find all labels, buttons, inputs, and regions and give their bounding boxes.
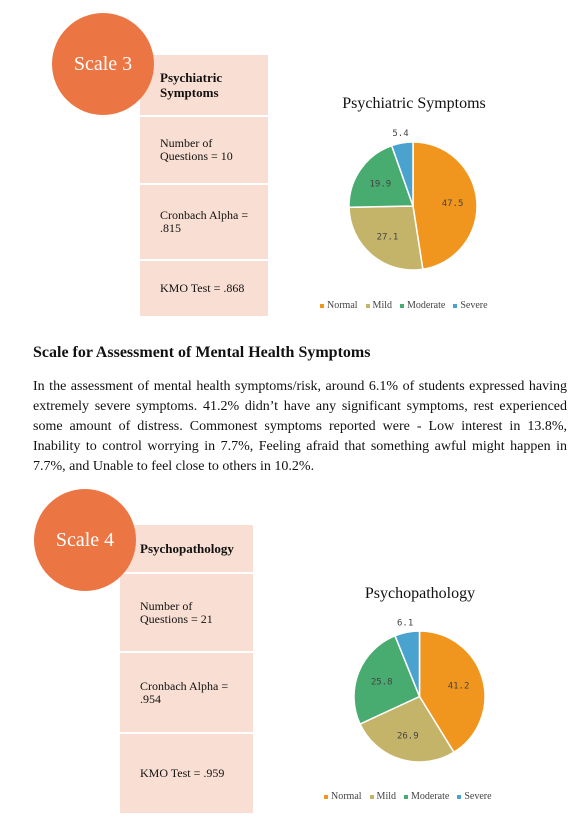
legend-swatch-mild <box>370 795 374 799</box>
chart1-title: Psychiatric Symptoms <box>342 95 486 112</box>
scale4-questions-line2: Questions = 21 <box>140 611 213 626</box>
scale3-alpha-cell <box>140 185 268 259</box>
legend-swatch-moderate <box>404 795 408 799</box>
legend-label-normal: Normal <box>331 791 362 802</box>
pie-data-label-moderate: 19.9 <box>369 179 392 190</box>
scale4-questions-line1: Number of <box>140 598 193 613</box>
legend-label-mild: Mild <box>376 791 396 802</box>
legend-swatch-moderate <box>400 304 404 308</box>
scale3-title-line1: Psychiatric <box>160 70 223 85</box>
legend-item-mild <box>366 300 392 311</box>
scale3-title-cell <box>140 55 268 115</box>
scale4-badge: Scale 4 <box>34 489 136 591</box>
legend-label-normal: Normal <box>327 300 358 311</box>
pie-data-label-normal: 41.2 <box>447 681 470 692</box>
scale4-alpha-line2: .954 <box>140 691 161 706</box>
legend-swatch-normal <box>324 795 328 799</box>
legend-item-mild <box>370 791 396 802</box>
legend-label-moderate: Moderate <box>407 300 446 311</box>
chart2-pie <box>353 618 486 763</box>
scale4-alpha-cell <box>120 653 253 732</box>
legend-swatch-mild <box>366 304 370 308</box>
scale3-questions-cell <box>140 117 268 183</box>
scale4-title-cell <box>120 525 253 572</box>
scale4-questions-cell <box>120 574 253 651</box>
legend-swatch-severe <box>457 795 461 799</box>
legend-swatch-severe <box>453 304 457 308</box>
legend-item-normal <box>320 300 358 311</box>
legend-item-severe <box>453 300 487 311</box>
legend-label-severe: Severe <box>464 791 492 802</box>
scale3-alpha-line1: Cronbach Alpha = <box>160 208 249 222</box>
legend-label-mild: Mild <box>372 300 392 311</box>
scale3-questions-line1: Number of <box>160 136 213 150</box>
pie-data-label-normal: 47.5 <box>441 198 464 209</box>
chart1-legend <box>320 300 488 311</box>
scale3-kmo: KMO Test = .868 <box>160 281 245 295</box>
scale3-kmo-cell <box>140 261 268 316</box>
legend-label-moderate: Moderate <box>411 791 450 802</box>
section-paragraph: In the assessment of mental health symptoms/risk, around 6.1% of students expressed having extremely severe symptoms. 41.2% didn’t have any significant symptoms, rest experienced some amount of distress. Commonest symptoms reported were - Low interest in 13.8%, Inability to control worrying in 7.7%, Feeling afraid that something awful might happen in 7.7%, and Unable to feel close to others in 10.2%. <box>33 379 567 474</box>
legend-item-moderate <box>404 791 449 802</box>
legend-item-severe <box>457 791 491 802</box>
pie-data-label-mild: 27.1 <box>376 232 399 243</box>
scale3-title-line2: Symptoms <box>160 85 219 100</box>
chart2-title: Psychopathology <box>364 585 476 602</box>
scale4-kmo: KMO Test = .959 <box>140 766 225 780</box>
pie-data-label-severe: 6.1 <box>396 618 414 629</box>
section-heading: Scale for Assessment of Mental Health Symptoms <box>33 344 371 361</box>
scale3-alpha-line2: .815 <box>160 221 181 235</box>
scale3-badge: Scale 3 <box>52 13 154 115</box>
pie-data-label-moderate: 25.8 <box>370 677 393 688</box>
chart1-pie <box>348 129 478 272</box>
legend-item-normal <box>324 791 362 802</box>
scale4-alpha-line1: Cronbach Alpha = <box>140 678 229 693</box>
pie-data-label-mild: 26.9 <box>396 731 419 742</box>
chart2-legend <box>324 791 492 802</box>
pie-data-label-severe: 5.4 <box>392 129 409 140</box>
scale4-title: Psychopathology <box>140 541 234 556</box>
legend-label-severe: Severe <box>460 300 488 311</box>
legend-item-moderate <box>400 300 445 311</box>
legend-swatch-normal <box>320 304 324 308</box>
scale4-kmo-cell <box>120 734 253 813</box>
scale3-questions-line2: Questions = 10 <box>160 149 233 163</box>
